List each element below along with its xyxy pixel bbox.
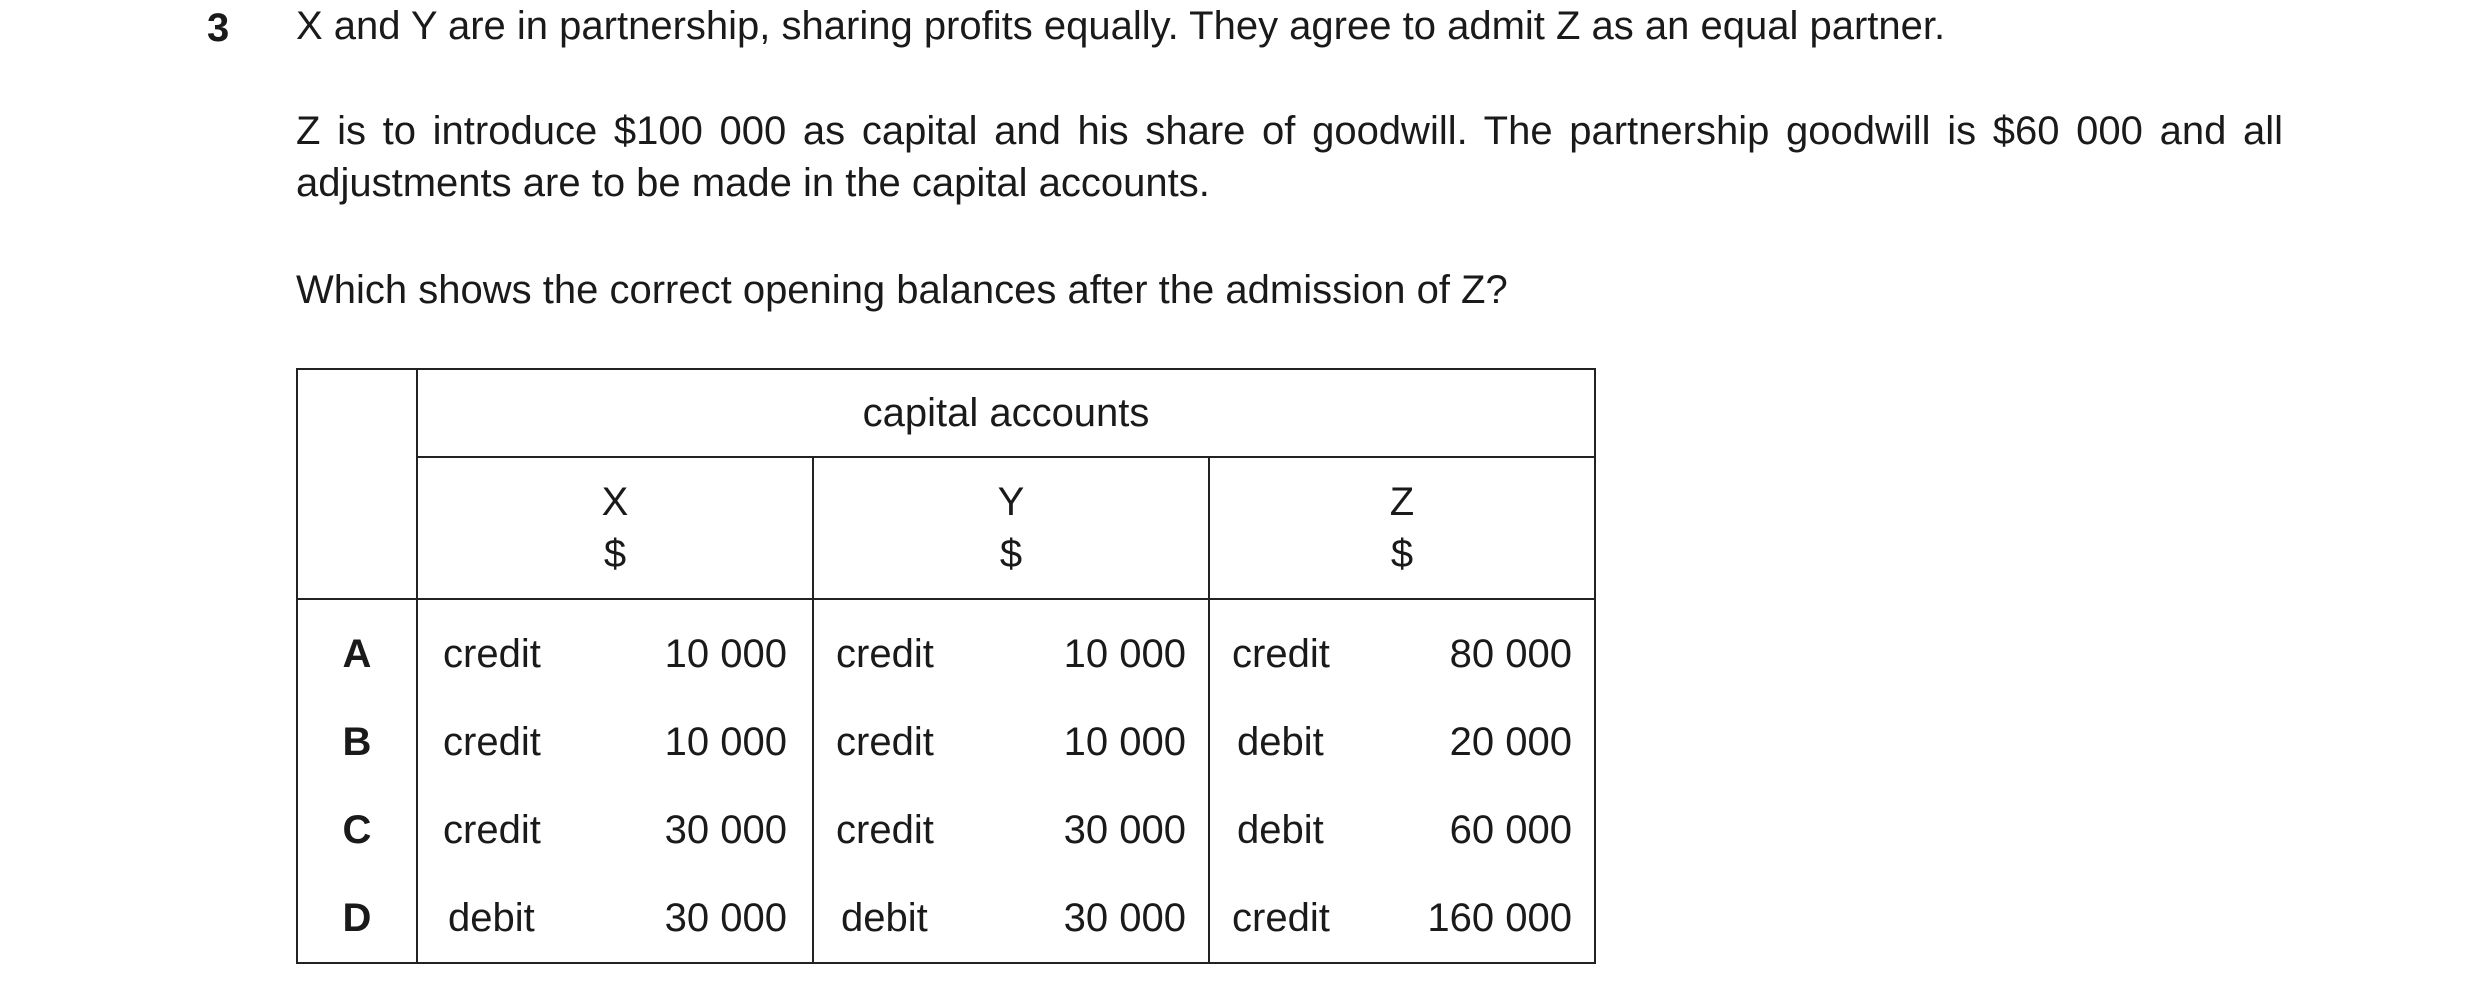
option-letter: A <box>297 599 417 698</box>
column-unit: $ <box>999 532 1023 576</box>
column-header-z <box>1209 457 1595 599</box>
amount: 30 000 <box>619 874 813 963</box>
amount: 10 000 <box>664 719 787 764</box>
amount: 10 000 <box>664 631 787 676</box>
option-row-a <box>297 599 1595 698</box>
column-header-y <box>813 457 1209 599</box>
side-label: credit <box>1209 599 1409 698</box>
amount: 10 000 <box>1063 631 1186 676</box>
option-row-d <box>297 874 1595 963</box>
side-label: credit <box>813 786 1025 874</box>
question-number: 3 <box>207 6 230 50</box>
amount: 80 000 <box>1409 599 1595 698</box>
question-prompt: Which shows the correct opening balances after the admission of Z? <box>296 268 1508 312</box>
side-label: debit <box>417 874 619 963</box>
amount: 20 000 <box>1409 698 1595 786</box>
column-name: Z <box>1389 480 1415 524</box>
amount: 30 000 <box>664 807 787 852</box>
amount: 60 000 <box>1409 786 1595 874</box>
amount: 30 000 <box>1025 874 1209 963</box>
side-label: credit <box>417 599 619 698</box>
question-details: Z is to introduce $100 000 as capital and his share of goodwill. The partnership goodwill is $60 000 and all adjustments are to be made in the capital accounts. <box>296 109 2283 205</box>
column-header-x <box>417 457 813 599</box>
column-unit: $ <box>603 532 627 576</box>
side-label: debit <box>1209 786 1409 874</box>
option-row-b <box>297 698 1595 786</box>
option-row-c <box>297 786 1595 874</box>
question-intro: X and Y are in partnership, sharing profits equally. They agree to admit Z as an equal partner. <box>296 4 1946 48</box>
option-letter: B <box>297 698 417 786</box>
side-label: credit <box>813 599 1025 698</box>
side-label: debit <box>813 874 1025 963</box>
column-name: X <box>601 480 629 524</box>
answer-options-table <box>296 368 1596 964</box>
column-name: Y <box>997 480 1025 524</box>
side-label: credit <box>417 698 619 786</box>
corner-cell <box>297 369 417 599</box>
side-label: credit <box>417 786 619 874</box>
option-letter: D <box>297 874 417 963</box>
amount: 160 000 <box>1409 874 1595 963</box>
side-label: credit <box>813 698 1025 786</box>
table-caption: capital accounts <box>417 369 1595 457</box>
amount: 30 000 <box>1063 807 1186 852</box>
option-letter: C <box>297 786 417 874</box>
column-unit: $ <box>1390 532 1414 576</box>
side-label: credit <box>1209 874 1409 963</box>
side-label: debit <box>1209 698 1409 786</box>
amount: 10 000 <box>1063 719 1186 764</box>
